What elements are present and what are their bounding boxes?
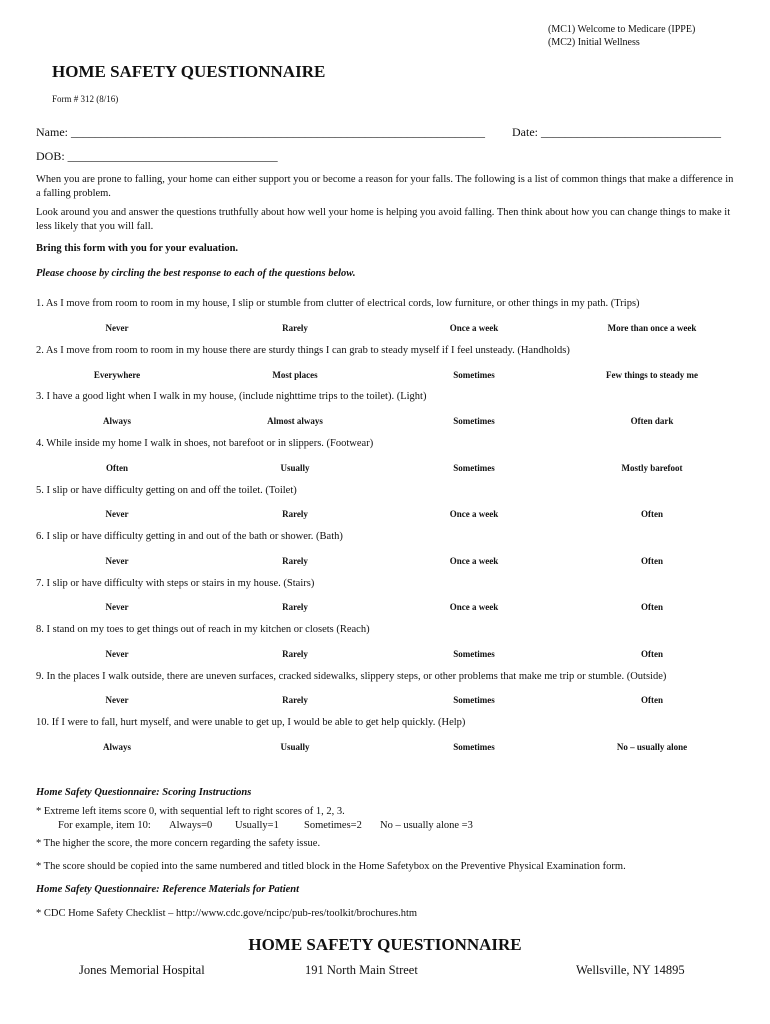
question-5: 5. I slip or have difficulty getting on and off the toilet. (Toilet) [36, 485, 297, 496]
footer-hospital: Jones Memorial Hospital [79, 963, 205, 977]
intro-paragraph-1: When you are prone to falling, your home can either support you or become a reason for your falls. The following is a list of common things that make a difference in a falling problem. [36, 174, 734, 199]
scoring-example-value-4: No – usually alone =3 [380, 820, 473, 831]
question-6: 6. I slip or have difficulty getting in and out of the bath or shower. (Bath) [36, 531, 343, 542]
scoring-line-1: * Extreme left items score 0, with sequential left to right scores of 1, 2, 3. [36, 806, 345, 817]
q4-option-2[interactable]: Usually [280, 463, 310, 473]
q1-option-1[interactable]: Never [105, 323, 129, 333]
scoring-example-value-3: Sometimes=2 [304, 820, 362, 831]
q8-option-2[interactable]: Rarely [282, 649, 308, 659]
question-1: 1. As I move from room to room in my house, I slip or stumble from clutter of electrical cords, low furniture, or other things in my path. (Trips) [36, 298, 640, 309]
question-7: 7. I slip or have difficulty with steps or stairs in my house. (Stairs) [36, 578, 315, 589]
question-4: 4. While inside my home I walk in shoes, not barefoot or in slippers. (Footwear) [36, 438, 374, 449]
date-field[interactable]: Date: ______________________________ [512, 125, 721, 139]
dob-field[interactable]: DOB: ___________________________________ [36, 149, 278, 163]
scoring-example-intro: For example, item 10: [58, 820, 151, 831]
q5-option-4[interactable]: Often [641, 509, 663, 519]
q10-option-1[interactable]: Always [102, 742, 131, 752]
visit-code-mc1: (MC1) Welcome to Medicare (IPPE) [548, 24, 696, 35]
footer-title: HOME SAFETY QUESTIONNAIRE [248, 935, 522, 954]
reference-line[interactable]: * CDC Home Safety Checklist – http://www.cdc.gove/ncipc/pub-res/toolkit/brochures.htm [36, 908, 418, 919]
q6-option-2[interactable]: Rarely [282, 556, 308, 566]
question-3: 3. I have a good light when I walk in my house, (include nighttime trips to the toilet). (Light) [36, 391, 427, 402]
q6-option-1[interactable]: Never [105, 556, 129, 566]
q5-option-3[interactable]: Once a week [449, 509, 499, 519]
q6-option-4[interactable]: Often [641, 556, 663, 566]
instruction-text: Please choose by circling the best response to each of the questions below. [36, 268, 356, 279]
q3-option-3[interactable]: Sometimes [453, 416, 495, 426]
q8-option-4[interactable]: Often [641, 649, 663, 659]
q7-option-3[interactable]: Once a week [449, 602, 499, 612]
reference-heading: Home Safety Questionnaire: Reference Materials for Patient [36, 884, 300, 895]
scoring-example-value-1: Always=0 [169, 820, 213, 831]
q10-option-3[interactable]: Sometimes [453, 742, 495, 752]
question-9: 9. In the places I walk outside, there are uneven surfaces, cracked sidewalks, slippery steps, or other problems that make me trip or stumble. (Outside) [36, 671, 667, 682]
q7-option-2[interactable]: Rarely [282, 602, 308, 612]
q4-option-3[interactable]: Sometimes [453, 463, 495, 473]
q8-option-1[interactable]: Never [105, 649, 129, 659]
question-10: 10. If I were to fall, hurt myself, and were unable to get up, I would be able to get help quickly. (Help) [36, 717, 466, 728]
visit-code-mc2: (MC2) Initial Wellness [548, 37, 640, 48]
q9-option-3[interactable]: Sometimes [453, 695, 495, 705]
q5-option-2[interactable]: Rarely [282, 509, 308, 519]
scoring-line-2: * The higher the score, the more concern regarding the safety issue. [36, 838, 321, 849]
footer-address: 191 North Main Street [305, 963, 418, 977]
question-2: 2. As I move from room to room in my house there are sturdy things I can grab to steady myself if I feel unsteady. (Handholds) [36, 345, 570, 356]
q3-option-4[interactable]: Often dark [630, 416, 674, 426]
q10-option-2[interactable]: Usually [280, 742, 310, 752]
q10-option-4[interactable]: No – usually alone [616, 742, 688, 752]
q8-option-3[interactable]: Sometimes [453, 649, 495, 659]
q2-option-1[interactable]: Everywhere [93, 370, 141, 380]
q7-option-4[interactable]: Often [641, 602, 663, 612]
q1-option-2[interactable]: Rarely [282, 323, 308, 333]
q9-option-2[interactable]: Rarely [282, 695, 308, 705]
q9-option-1[interactable]: Never [105, 695, 129, 705]
scoring-line-3: * The score should be copied into the same numbered and titled block in the Home Safetybox on the Preventive Physical Examination form. [36, 861, 626, 872]
q9-option-4[interactable]: Often [641, 695, 663, 705]
q4-option-4[interactable]: Mostly barefoot [621, 463, 683, 473]
q3-option-2[interactable]: Almost always [267, 416, 323, 426]
q3-option-1[interactable]: Always [102, 416, 131, 426]
name-field[interactable]: Name: _____________________________________________________________________ [36, 125, 485, 139]
question-8: 8. I stand on my toes to get things out of reach in my kitchen or closets (Reach) [36, 624, 370, 635]
q2-option-3[interactable]: Sometimes [453, 370, 495, 380]
intro-paragraph-2: Look around you and answer the questions truthfully about how well your home is helping you avoid falling. Then think about how you can change things to make it less likely that you will fall. [36, 207, 731, 232]
q2-option-2[interactable]: Most places [272, 370, 318, 380]
q6-option-3[interactable]: Once a week [449, 556, 499, 566]
form-number: Form # 312 (8/16) [52, 94, 119, 104]
page-title: HOME SAFETY QUESTIONNAIRE [52, 62, 326, 81]
scoring-heading: Home Safety Questionnaire: Scoring Instructions [36, 787, 252, 798]
footer-city: Wellsville, NY 14895 [576, 963, 685, 977]
q1-option-4[interactable]: More than once a week [607, 323, 697, 333]
scoring-example-value-2: Usually=1 [235, 820, 279, 831]
q7-option-1[interactable]: Never [105, 602, 129, 612]
q2-option-4[interactable]: Few things to steady me [606, 370, 698, 380]
q5-option-1[interactable]: Never [105, 509, 129, 519]
bring-form-note: Bring this form with you for your evaluation. [36, 243, 239, 254]
q4-option-1[interactable]: Often [106, 463, 128, 473]
q1-option-3[interactable]: Once a week [449, 323, 499, 333]
